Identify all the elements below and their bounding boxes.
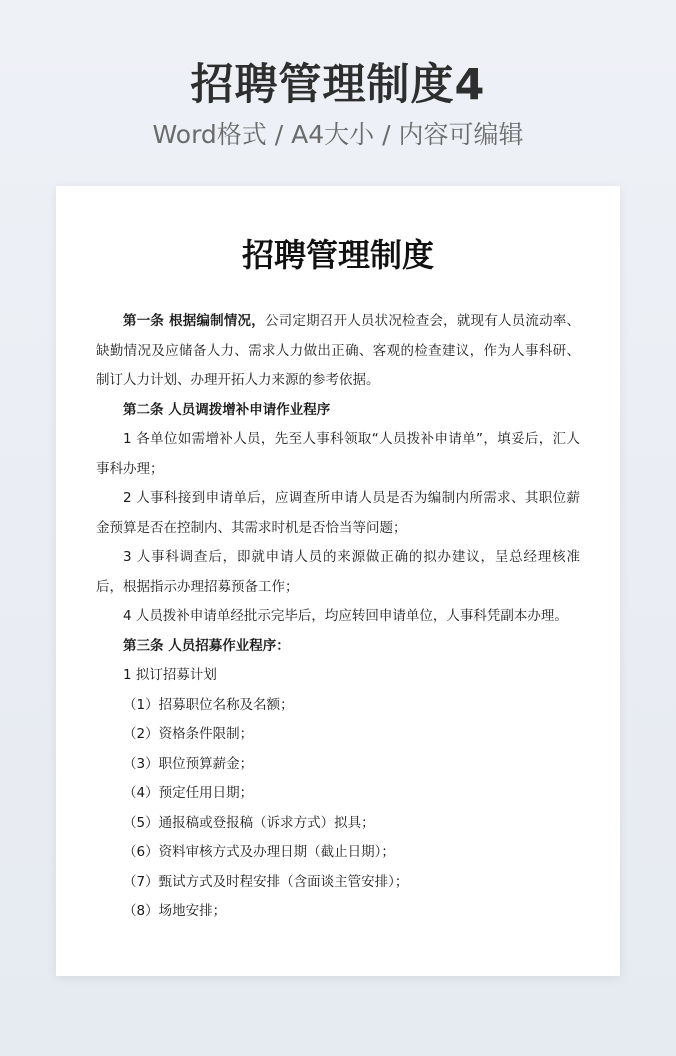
article-3-item-3: （3）职位预算薪金；	[123, 755, 254, 772]
banner-subtitle: Word格式 / A4大小 / 内容可编辑	[152, 120, 524, 149]
banner-title: 招聘管理制度4	[190, 60, 486, 110]
article-2-heading: 第二条 人员调拨增补申请作业程序	[123, 401, 331, 418]
article-2-item-3: 3 人事科调查后，即就申请人员的来源做正确的拟办建议，呈总经理核准后，根据指示办理招募预备工作；	[96, 549, 580, 595]
article-3-item-4: （4）预定任用日期；	[123, 785, 254, 801]
article-3-item-2: （2）资格条件限制；	[123, 726, 254, 742]
article-3-item-6: （6）资料审核方式及办理日期（截止日期）；	[123, 844, 395, 860]
article-3-item-5: （5）通报稿或登报稿（诉求方式）拟具；	[123, 814, 375, 831]
article-3-sub-heading: 1 拟订招募计划	[123, 667, 217, 683]
document-body	[96, 307, 580, 927]
document-title: 招聘管理制度	[241, 236, 434, 274]
article-1-paragraph	[96, 307, 580, 396]
article-2-item-1: 1 各单位如需增补人员，先至人事科领取“人员拨补申请单”，填妥后，汇人事科办理；	[96, 431, 580, 477]
article-1-text: 公司定期召开人员状况检查会，就现有人员流动率、缺勤情况及应储备人力、需求人力做出正确、客观的检查建议，作为人事科研、制订人力计划、办理开拓人力来源的参考依据。	[96, 313, 580, 388]
article-1-lead: 第一条 根据编制情况，	[123, 313, 265, 329]
article-2-item-2: 2 人事科接到申请单后，应调查所申请人员是否为编制内所需求、其职位薪金预算是否在控制内、其需求时机是否恰当等问题；	[96, 490, 580, 536]
document-page	[56, 186, 620, 976]
article-3-heading: 第三条 人员招募作业程序：	[123, 637, 290, 654]
article-2-item-4: 4 人员拨补申请单经批示完毕后，均应转回申请单位，人事科凭副本办理。	[123, 608, 568, 624]
article-3-item-7: （7）甄试方式及时程安排（含面谈主管安排）；	[123, 873, 409, 890]
article-3-item-1: （1）招募职位名称及名额；	[123, 696, 294, 713]
article-3-item-8: （8）场地安排；	[123, 903, 227, 919]
